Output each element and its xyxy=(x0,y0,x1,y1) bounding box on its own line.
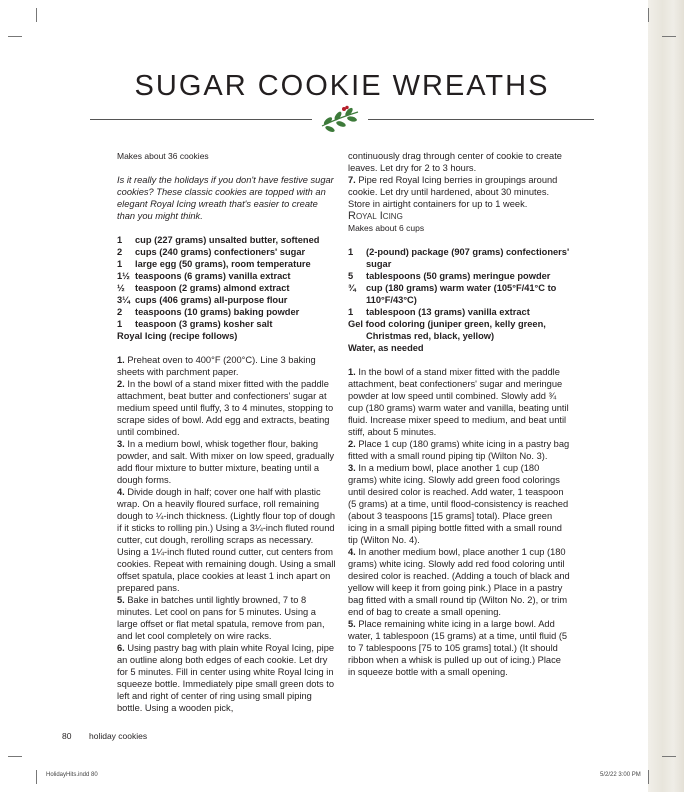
ingredient-quantity: 2 xyxy=(117,307,123,317)
step-item xyxy=(117,594,337,642)
ingredient-quantity: 1 xyxy=(117,259,123,269)
step-text: Place 1 cup (180 grams) white icing in a pastry bag fitted with a small round piping tip (Wilton No. 3). xyxy=(348,439,570,461)
ingredient-quantity: 1 xyxy=(117,319,123,329)
ingredient-text: cups (240 grams) confectioners' sugar xyxy=(135,247,306,257)
step-number: 4. xyxy=(117,487,125,497)
crop-mark xyxy=(8,756,22,757)
yield-text: Makes about 6 cups xyxy=(348,223,425,233)
page-number: 80 xyxy=(62,731,72,741)
step-list xyxy=(348,366,570,678)
ingredient-list xyxy=(348,246,570,318)
ingredient-quantity: 5 xyxy=(348,271,354,281)
step-item xyxy=(348,618,570,678)
ingredient-extra: Gel food coloring (juniper green, kelly green, Christmas red, black, yellow) xyxy=(348,319,546,341)
ingredient-text: cup (180 grams) warm water (105°F/41°C to 110°F/43°C) xyxy=(366,283,557,305)
crop-mark xyxy=(36,770,37,784)
step-text: In a medium bowl, whisk together flour, baking powder, and salt. With mixer on low speed, gradually add flour mixture to butter mixture, beating until a dough forms. xyxy=(117,439,335,485)
step-number: 2. xyxy=(348,439,356,449)
ingredient-item xyxy=(348,282,570,306)
ingredient-quantity: ¾ xyxy=(348,283,356,293)
ingredient-item xyxy=(117,306,337,318)
ingredient-item xyxy=(348,306,570,318)
ingredient-text: tablespoons (50 grams) meringue powder xyxy=(366,271,551,281)
intro-text: Is it really the holidays if you don't have festive sugar cookies? These classic cookies are topped with an elegant Royal Icing wreath that's easier to create than you might think. xyxy=(117,175,334,221)
step-number: 5. xyxy=(117,595,125,605)
step-item xyxy=(117,486,337,594)
ingredient-quantity: 1 xyxy=(117,235,123,245)
step-item xyxy=(117,438,337,486)
ingredient-text: cup (227 grams) unsalted butter, softened xyxy=(135,235,320,245)
left-column xyxy=(117,150,337,714)
step-item xyxy=(117,354,337,378)
step-text: Preheat oven to 400°F (200°C). Line 3 baking sheets with parchment paper. xyxy=(117,355,316,377)
ingredient-quantity: 3¼ xyxy=(117,295,130,305)
step-number: 5. xyxy=(348,619,356,629)
step-text: Place remaining white icing in a large bowl. Add water, 1 tablespoon (15 grams) at a time, until fluid (5 to 7 tablespoons [75 to 105 grams] total.) (It should ribbon when a whisk is pulled up out of icing.) Place in squeeze bottle with a small opening. xyxy=(348,619,568,677)
holly-sprig-icon xyxy=(318,104,362,134)
right-column xyxy=(348,150,570,678)
yield-text: Makes about 36 cookies xyxy=(117,151,209,161)
slug-file: HolidayHits.indd 80 xyxy=(46,772,98,778)
ingredient-item xyxy=(117,270,337,282)
crop-mark xyxy=(662,36,676,37)
section-label: holiday cookies xyxy=(89,731,148,741)
step-item xyxy=(117,642,337,714)
crop-mark xyxy=(8,36,22,37)
step-item xyxy=(348,546,570,618)
step-number: 6. xyxy=(117,643,125,653)
step-number: 1. xyxy=(117,355,125,365)
crop-mark xyxy=(662,756,676,757)
ingredient-text: teaspoons (6 grams) vanilla extract xyxy=(135,271,291,281)
ingredient-quantity: 1 xyxy=(348,247,354,257)
ingredient-text: (2-pound) package (907 grams) confectioners' sugar xyxy=(366,247,570,269)
ingredient-quantity: ½ xyxy=(117,283,125,293)
step-text: In a medium bowl, place another 1 cup (180 grams) white icing. Slowly add green food colorings until desired color is reached. Add water, 1 teaspoon (5 grams) at a time, until flood-consistency is reached (about 3 teaspoons [15 grams] total). Place green icing in a small piping bottle fitted with a small round tip (Wilton No. 4). xyxy=(348,463,569,545)
step-number: 4. xyxy=(348,547,356,557)
ingredient-item xyxy=(117,234,337,246)
step-list xyxy=(117,354,337,714)
step-item xyxy=(117,378,337,438)
crop-mark xyxy=(36,8,37,22)
photo-edge xyxy=(648,0,684,792)
step-7 xyxy=(348,174,570,210)
ingredient-text: teaspoon (3 grams) kosher salt xyxy=(135,319,273,329)
crop-mark xyxy=(648,770,649,784)
page-title: SUGAR COOKIE WREATHS xyxy=(134,70,550,102)
step-text: In another medium bowl, place another 1 cup (180 grams) white icing. Slowly add red food coloring until desired color is reached. (Adding a touch of black and yellow will keep it from going pink.) Place in a pastry bag fitted with a small round tip (Wilton No. 2), or trim end of bag to create a small opening. xyxy=(348,547,570,617)
ingredient-quantity: 1½ xyxy=(117,271,130,281)
ingredient-text: tablespoon (13 grams) vanilla extract xyxy=(366,307,530,317)
ingredient-item xyxy=(117,318,337,330)
step-text: In the bowl of a stand mixer fitted with the paddle attachment, beat confectioners' sugar and meringue powder at low speed until combined. Slowly add ¾ cup (180 grams) warm water and vanilla, beating until fluid. Increase mixer speed to medium, and beat until stiff, about 5 minutes. xyxy=(348,367,569,437)
ingredient-text: cups (406 grams) all-purpose flour xyxy=(135,295,288,305)
step-text: Bake in batches until lightly browned, 7 to 8 minutes. Let cool on pans for 5 minutes. Using a large offset or flat metal spatula, remove from pan, and let cool completely on wire racks. xyxy=(117,595,325,641)
subrecipe-title: Royal Icing xyxy=(348,210,403,222)
crop-mark xyxy=(648,8,649,22)
ingredient-text: large egg (50 grams), room temperature xyxy=(135,259,311,269)
step-number: 7. xyxy=(348,175,356,185)
ingredient-extra: Water, as needed xyxy=(348,343,424,353)
step-number: 2. xyxy=(117,379,125,389)
continued-text: continuously drag through center of cookie to create leaves. Let dry for 2 to 3 hours. xyxy=(348,151,562,173)
ingredient-quantity: 1 xyxy=(348,307,354,317)
step-text: Using pastry bag with plain white Royal Icing, pipe an outline along both edges of each cookie. Let dry for 5 minutes. Fill in center using white Royal Icing in squeeze bottle. Immediately pipe small green dots to left and right of center of ring using small piping bottle. Using a wooden pick, xyxy=(117,643,335,713)
step-item xyxy=(348,462,570,546)
step-text: In the bowl of a stand mixer fitted with the paddle attachment, beat butter and confectioners' sugar at medium speed until fluffy, 3 to 4 minutes, stopping to scrape sides of bowl. Add egg and extracts, beating until combined. xyxy=(117,379,334,437)
step-item xyxy=(348,366,570,438)
folio xyxy=(62,731,71,741)
ingredient-list xyxy=(117,234,337,330)
step-number: 3. xyxy=(348,463,356,473)
ingredient-item xyxy=(117,282,337,294)
ingredient-extra: Royal Icing (recipe follows) xyxy=(117,331,238,341)
title-rule-right xyxy=(368,119,594,120)
step-number: 1. xyxy=(348,367,356,377)
ingredient-item xyxy=(117,258,337,270)
step-text: Divide dough in half; cover one half with plastic wrap. On a heavily floured surface, roll remaining dough to ¼-inch thickness. (Lightly flour top of dough if it sticks to rolling pin.) Using a 3¼-inch fluted round cutter, cut dough, rerolling scraps as necessary. Using a 1¼-inch fluted round cutter, cut centers from cookies. Repeat with remaining dough. Using a small offset spatula, place cookies at least 1 inch apart on prepared pans. xyxy=(117,487,336,593)
step-text: Pipe red Royal Icing berries in groupings around cookie. Let dry until hardened, about 30 minutes. Store in airtight containers for up to 1 week. xyxy=(348,175,558,209)
ingredient-quantity: 2 xyxy=(117,247,123,257)
ingredient-item xyxy=(117,246,337,258)
ingredient-text: teaspoons (10 grams) baking powder xyxy=(135,307,300,317)
title-rule-left xyxy=(90,119,312,120)
ingredient-text: teaspoon (2 grams) almond extract xyxy=(135,283,290,293)
step-number: 3. xyxy=(117,439,125,449)
ingredient-item xyxy=(348,270,570,282)
step-item xyxy=(348,438,570,462)
ingredient-item xyxy=(117,294,337,306)
ingredient-item xyxy=(348,246,570,270)
slug-date: 5/2/22 3:00 PM xyxy=(600,772,641,778)
